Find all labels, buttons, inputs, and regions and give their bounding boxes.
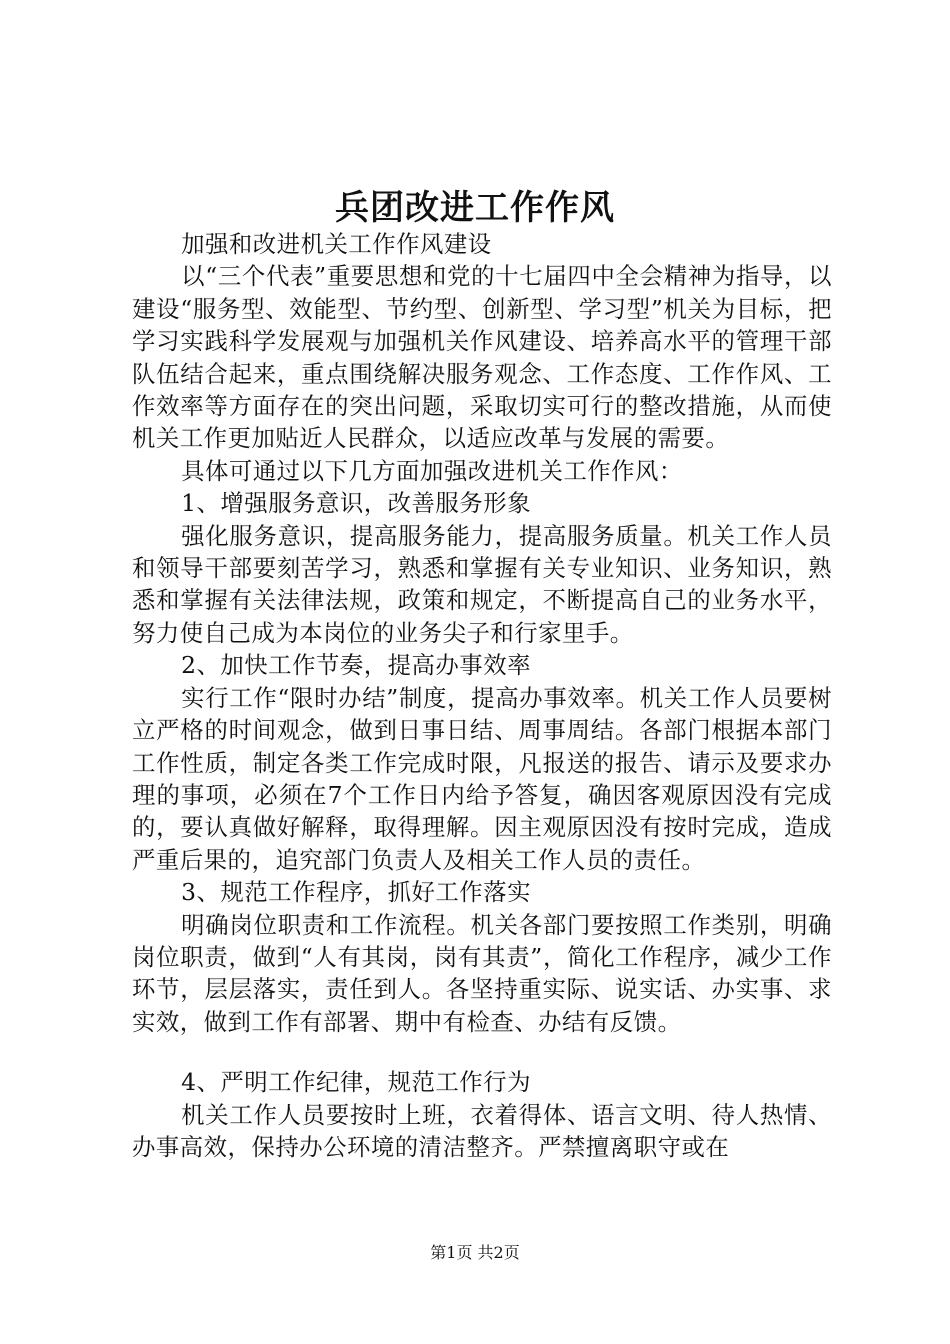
- paragraph: 强化服务意识，提高服务能力，提高服务质量。机关工作人员和领导干部要刻苦学习，熟悉和掌握有关专业知识、业务知识，熟悉和掌握有关法律法规，政策和规定，不断提高自己的业务水平，努力使自己成为本岗位的业务尖子和行家里手。: [132, 521, 832, 647]
- page-number: 第1页 共2页: [430, 1243, 520, 1262]
- paragraph: 以“三个代表”重要思想和党的十七届四中全会精神为指导，以建设“服务型、效能型、节约型、创新型、学习型”机关为目标，把学习实践科学发展观与加强机关作风建设、培养高水平的管理干部队伍结合起来，重点围绕解决服务观念、工作态度、工作作风、工作效率等方面存在的突出问题，采取切实可行的整改措施，从而使机关工作更加贴近人民群众，以适应改革与发展的需要。: [132, 262, 832, 453]
- paragraph: 明确岗位职责和工作流程。机关各部门要按照工作类别，明确岗位职责，做到“人有其岗，岗有其责”，简化工作程序，减少工作环节，层层落实，责任到人。各坚持重实际、说实话、办实事、求实效，做到工作有部署、期中有检查、办结有反馈。: [132, 910, 832, 1036]
- paragraph: 具体可通过以下几方面加强改进机关工作作风：: [181, 456, 683, 485]
- section-heading: 4、严明工作纪律，规范工作行为: [181, 1068, 531, 1097]
- paragraph: 加强和改进机关工作作风建设: [181, 230, 492, 258]
- section-heading: 2、加快工作节奏，提高办事效率: [181, 651, 531, 680]
- document-title: 兵团改进工作作风: [335, 188, 615, 228]
- paragraph: 实行工作“限时办结”制度，提高办事效率。机关工作人员要树立严格的时间观念，做到日事日结、周事周结。各部门根据本部门工作性质，制定各类工作完成时限，凡报送的报告、请示及要求办理的事项，必须在7个工作日内给予答复，确因客观原因没有完成的，要认真做好解释，取得理解。因主观原因没有按时完成，造成严重后果的，追究部门负责人及相关工作人员的责任。: [132, 683, 832, 874]
- document-body: [132, 228, 832, 1163]
- paragraph: 机关工作人员要按时上班，衣着得体、语言文明、待人热情、办事高效，保持办公环境的清洁整齐。严禁擅离职守或在: [132, 1100, 832, 1161]
- section-heading: 3、规范工作程序，抓好工作落实: [181, 878, 531, 907]
- section-heading: 1、增强服务意识，改善服务形象: [181, 489, 531, 518]
